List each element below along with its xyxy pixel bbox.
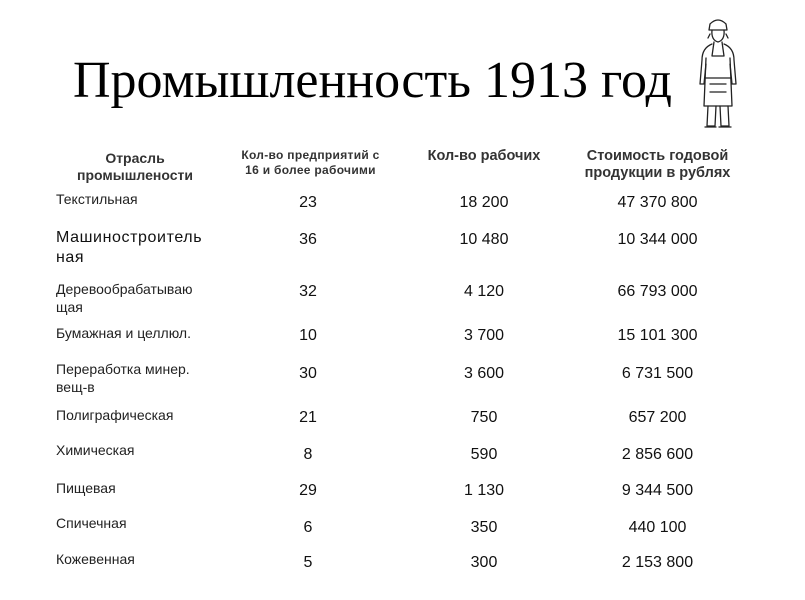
row-workers: 590 bbox=[470, 446, 498, 463]
row-branch-name-line: Бумажная и целлюл. bbox=[56, 325, 191, 341]
row-value: 9 344 500 bbox=[621, 482, 694, 499]
row-workers: 4 120 bbox=[463, 283, 505, 300]
row-branch-name-line: Деревообрабатываю bbox=[56, 281, 193, 297]
row-branch-name bbox=[56, 360, 256, 396]
row-branch-name bbox=[56, 514, 256, 532]
row-branch-name-line: Полиграфическая bbox=[56, 407, 174, 423]
row-value: 47 370 800 bbox=[617, 194, 698, 211]
row-value: 66 793 000 bbox=[617, 283, 698, 300]
header-value-line2: продукции в рублях bbox=[584, 165, 731, 181]
row-value: 2 153 800 bbox=[621, 554, 694, 571]
row-enterprises: 23 bbox=[299, 194, 317, 211]
row-branch-name-line: щая bbox=[56, 299, 83, 315]
row-enterprises: 21 bbox=[299, 409, 317, 426]
row-branch-name bbox=[56, 406, 256, 424]
row-enterprises: 32 bbox=[299, 283, 317, 300]
row-branch-name-line: Химическая bbox=[56, 442, 135, 458]
row-branch-name-line: Переработка минер. bbox=[56, 361, 190, 377]
header-enterprises bbox=[228, 148, 393, 178]
row-branch-name bbox=[56, 228, 256, 268]
header-value bbox=[565, 148, 750, 182]
row-workers: 10 480 bbox=[459, 231, 509, 248]
row-value: 10 344 000 bbox=[617, 231, 698, 248]
row-enterprises: 5 bbox=[303, 554, 313, 571]
row-enterprises: 36 bbox=[299, 231, 317, 248]
row-enterprises: 29 bbox=[299, 482, 317, 499]
row-branch-name-line: Машиностроитель bbox=[56, 229, 203, 246]
row-workers: 1 130 bbox=[463, 482, 505, 499]
row-branch-name-line: Текстильная bbox=[56, 191, 138, 207]
row-branch-name bbox=[56, 441, 256, 459]
header-branch-line2: промышлености bbox=[77, 167, 193, 183]
row-enterprises: 30 bbox=[299, 365, 317, 382]
row-value: 657 200 bbox=[628, 409, 687, 426]
header-enterprises-line1: Кол-во предприятий с bbox=[241, 148, 380, 162]
row-workers: 18 200 bbox=[459, 194, 509, 211]
row-branch-name-line: Пищевая bbox=[56, 480, 116, 496]
row-workers: 350 bbox=[470, 519, 498, 536]
row-enterprises: 6 bbox=[303, 519, 313, 536]
row-value: 2 856 600 bbox=[621, 446, 694, 463]
row-value: 6 731 500 bbox=[621, 365, 694, 382]
row-workers: 750 bbox=[470, 409, 498, 426]
header-branch bbox=[70, 150, 200, 184]
row-branch-name-line: вещ-в bbox=[56, 379, 95, 395]
header-value-line1: Стоимость годовой bbox=[586, 148, 729, 164]
row-workers: 3 700 bbox=[463, 327, 505, 344]
row-enterprises: 8 bbox=[303, 446, 313, 463]
slide-title: Промышленность 1913 год bbox=[73, 52, 672, 109]
row-workers: 3 600 bbox=[463, 365, 505, 382]
peasant-figure-icon bbox=[690, 14, 746, 134]
row-branch-name-line: ная bbox=[56, 249, 85, 266]
row-value: 15 101 300 bbox=[617, 327, 698, 344]
row-branch-name bbox=[56, 190, 256, 208]
row-branch-name bbox=[56, 550, 256, 568]
row-enterprises: 10 bbox=[299, 327, 317, 344]
row-branch-name-line: Спичечная bbox=[56, 515, 127, 531]
row-branch-name bbox=[56, 479, 256, 497]
header-workers: Кол-во рабочих bbox=[427, 148, 541, 164]
row-branch-name bbox=[56, 280, 256, 316]
header-enterprises-line2: 16 и более рабочими bbox=[245, 163, 376, 177]
header-branch-line1: Отрасль bbox=[105, 150, 165, 166]
row-branch-name bbox=[56, 324, 256, 342]
row-value: 440 100 bbox=[628, 519, 687, 536]
row-workers: 300 bbox=[470, 554, 498, 571]
row-branch-name-line: Кожевенная bbox=[56, 551, 135, 567]
